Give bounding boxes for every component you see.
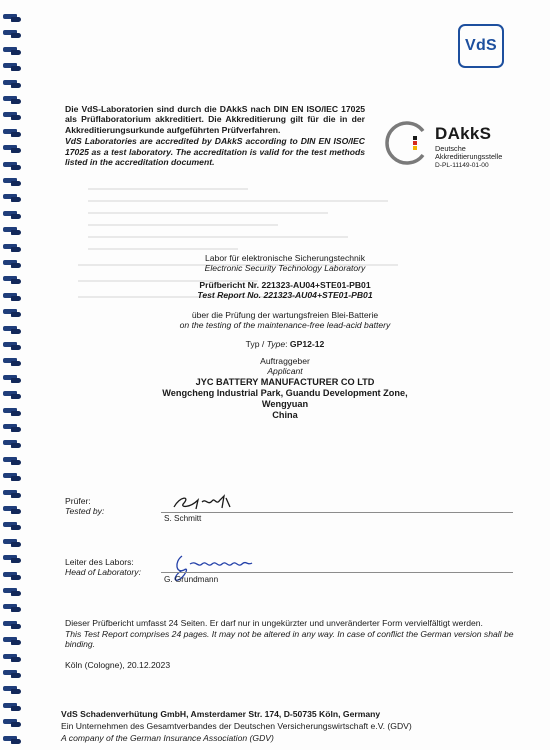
binding-ring [3,47,23,55]
binding-ring [3,260,23,268]
head-label-de: Leiter des Labors: [65,557,134,567]
binding-ring [3,719,23,727]
binding-ring [3,63,23,71]
binding-ring [3,178,23,186]
binding-ring [3,588,23,596]
binding-ring [3,276,23,284]
binding-ring [3,358,23,366]
type-label-en: Type [266,339,286,349]
binding-ring [3,227,23,235]
lab-name-en: Electronic Security Technology Laboratory [204,263,366,274]
dakks-subtitle-1: Deutsche [435,144,466,153]
applicant-country: China [272,409,298,420]
report-note-en: This Test Report comprises 24 pages. It may not be altered in any way. In case of conflict the German version shall be binding. [65,628,514,650]
type-value: GP12-12 [289,339,325,349]
report-number-en: Test Report No. 221323-AU04+STE01-PB01 [197,290,373,301]
footer-parent-en: A company of the German Insurance Association (GDV) [61,733,274,743]
binding-ring [3,555,23,563]
binding-ring [3,112,23,120]
binding-ring [3,211,23,219]
binding-ring [3,703,23,711]
binding-ring [3,30,23,38]
binding-ring [3,293,23,301]
binding-ring [3,457,23,465]
report-subject-de: über die Prüfung der wartungsfreien Blei-Batterie [191,310,379,320]
accreditation-text-de: Die VdS-Laboratorien sind durch die DAkkS nach DIN EN ISO/IEC 17025 als Prüflaboratorium akkreditiert. Die Akkreditierung gilt für die in der Akkreditierungsurkunde aufgeführten Prüfverfahren. [65,104,365,135]
tester-label-en: Tested by: [65,506,105,517]
report-date: Köln (Cologne), 20.12.2023 [65,660,171,670]
binding-ring [3,309,23,317]
head-label [65,557,141,578]
binding-ring [3,391,23,399]
binding-ring [3,440,23,448]
dakks-wordmark: DAkkS [435,124,492,143]
report-note-de: Dieser Prüfbericht umfasst 24 Seiten. Er darf nur in ungekürzter und unveränderter Form vervielfältigt werden. [65,618,483,628]
dakks-seal [383,117,508,179]
binding-ring [3,621,23,629]
head-signature-line [161,572,513,573]
type-label-de: Typ / [245,339,267,349]
binding-ring [3,342,23,350]
binding-ring [3,145,23,153]
binding-ring [3,326,23,334]
binding-ring [3,80,23,88]
accreditation-text-en: VdS Laboratories are accredited by DAkkS according to DIN EN ISO/IEC 17025 as a test laboratory. The accreditation is valid for the test methods listed in the accreditation document. [65,136,365,168]
head-label-en: Head of Laboratory: [65,567,141,578]
type-separator: : [285,339,290,349]
binding-ring [3,408,23,416]
report-note [65,618,525,650]
binding-ring [3,686,23,694]
binding-ring [3,637,23,645]
battery-type [60,339,510,349]
spiral-binding [0,0,28,750]
binding-ring [3,194,23,202]
head-name: G. Grundmann [164,575,219,584]
binding-ring [3,670,23,678]
dakks-subtitle-2: Akkreditierungsstelle [435,152,503,161]
tester-signature [170,492,240,514]
footer-address: VdS Schadenverhütung GmbH, Amsterdamer Str. 174, D-50735 Köln, Germany [61,709,381,719]
binding-ring [3,14,23,22]
binding-ring [3,375,23,383]
binding-ring [3,129,23,137]
tester-name: S. Schmitt [164,514,202,523]
applicant-label-en: Applicant [267,366,303,377]
vds-logo [458,24,504,68]
dakks-registration: D-PL-11149-01-00 [435,162,489,169]
binding-ring [3,490,23,498]
binding-ring [3,506,23,514]
company-footer [61,708,531,744]
applicant-address-2: Wengyuan [261,398,309,409]
applicant-address-1: Wengcheng Industrial Park, Guandu Development Zone, [162,387,408,398]
tester-signature-line [161,512,513,513]
accreditation-statement [65,104,365,167]
binding-ring [3,736,23,744]
dakks-ring-icon [383,119,431,167]
report-number [60,280,510,301]
binding-ring [3,654,23,662]
binding-ring [3,539,23,547]
applicant-block [60,356,510,421]
tester-label-de: Prüfer: [65,496,91,506]
binding-ring [3,424,23,432]
binding-ring [3,604,23,612]
vds-logo-text: VdS [464,37,498,54]
binding-ring [3,473,23,481]
lab-name [60,253,510,274]
binding-ring [3,522,23,530]
lab-name-de: Labor für elektronische Sicherungstechnik [204,253,366,263]
footer-parent-de: Ein Unternehmen des Gesamtverbandes der Deutschen Versicherungswirtschaft e.V. (GDV) [61,721,412,731]
binding-ring [3,162,23,170]
tester-label [65,496,104,517]
applicant-label-de: Auftraggeber [260,356,310,366]
report-subject-en: on the testing of the maintenance-free lead-acid battery [179,320,391,331]
applicant-name: JYC BATTERY MANUFACTURER CO LTD [195,376,375,387]
report-number-de: Prüfbericht Nr. 221323-AU04+STE01-PB01 [199,280,371,290]
binding-ring [3,572,23,580]
binding-ring [3,96,23,104]
report-subject [60,310,510,331]
binding-ring [3,244,23,252]
